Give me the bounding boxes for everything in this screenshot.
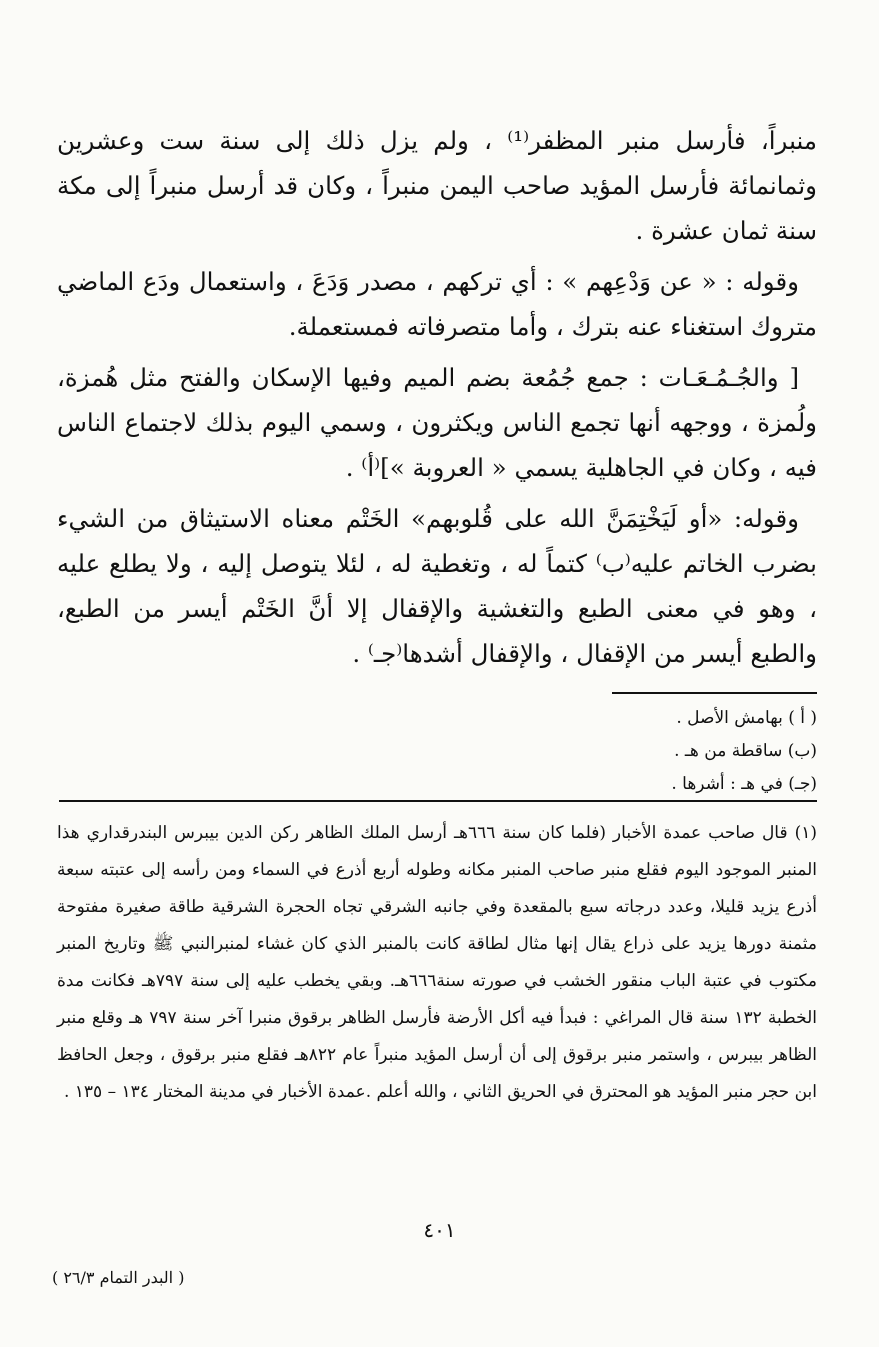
footnotes bbox=[57, 815, 817, 1111]
variants-divider bbox=[612, 692, 817, 694]
main-paragraph: وقوله: «أو لَيَخْتِمَنَّ الله على قُلوبهم» الخَتْم معناه الاستيثاق من الشيء بضرب الخاتم عليه⁽ب⁾ كتماً له ، وتغطية له ، لئلا يتوصل إليه ، ولا يطلع عليه ، وهو في معنى الطبع والتغشية والإقفال إلا أنَّ الخَتْم أيسر من الطبع، والطبع أيسر من الإقفال ، والإقفال أشدها⁽جـ⁾ . bbox=[57, 504, 817, 668]
variant-note: ( أ ) بهامش الأصل . bbox=[676, 708, 817, 728]
main-paragraph: [ والجُـمُـعَـات : جمع جُمُعة بضم الميم وفيها الإسكان والفتح مثل هُمزة، ولُمزة ، ووجهه أنها تجمع الناس ويكثرون ، وسمي اليوم بذلك لاجتماع الناس فيه ، وكان في الجاهلية يسمي « العروبة »]⁽أ⁾ . bbox=[57, 363, 817, 482]
main-paragraph: وقوله : « عن وَدْعِهم » : أي تركهم ، مصدر وَدَعَ ، واستعمال ودَع الماضي متروك استغناء عنه بترك ، وأما متصرفاته فمستعملة. bbox=[57, 267, 817, 341]
page-number: ٤٠١ bbox=[423, 1218, 456, 1242]
footnote: (١) قال صاحب عمدة الأخبار (فلما كان سنة ٦٦٦هـ أرسل الملك الظاهر ركن الدين بيبرس البندرقداري هذا المنبر الموجود اليوم فقلع منبر صاحب المنبر مكانه وطوله أربع أذرع في السماء ومن رأسه إلى عتبته سبعة أذرع يزيد قليلا، وعدد درجاته سبع بالمقعدة وفي جانبه الشرقي تجاه الحجرة الشرقية طاقة صغيرة مفتوحة مثمنة دورها يزيد على ذراع يقال إنها مثال لطاقة كانت بالمنبر الذي كان غشاء لمنبرالنبي ﷺ وتاريخ المنبر مكتوب في عتبة الباب منقور الخشب في صورته سنة٦٦٦هـ. وبقي يخطب عليه إلى سنة ٧٩٧هـ فكانت مدة الخطبة ١٣٢ سنة قال المراغي : فبدأ فيه أكل الأرضة فأرسل الظاهر برقوق منبرا آخر سنة ٧٩٧ هـ وقلع منبر الظاهر بيبرس ، واستمر منبر برقوق إلى أن أرسل المؤيد منبراً عام ٨٢٢هـ فقلع منبر برقوق ، وجعل الحافظ ابن حجر منبر المؤيد هو المحترق في الحريق الثاني ، والله أعلم .عمدة الأخبار في مدينة المختار ١٣٤ – ١٣٥ . bbox=[57, 823, 818, 1102]
variant-note: (ب) ساقطة من هـ . bbox=[674, 741, 817, 761]
variant-note: (جـ) في هـ : أشرها . bbox=[671, 774, 817, 794]
variant-notes bbox=[57, 702, 817, 801]
signature-mark: ( البدر التمام ٢٦/٣ ) bbox=[52, 1268, 185, 1287]
main-paragraph: منبراً، فأرسل منبر المظفر⁽¹⁾ ، ولم يزل ذلك إلى سنة ست وعشرين وثمانمائة فأرسل المؤيد صاحب اليمن منبراً ، وكان قد أرسل منبراً إلى مكة سنة ثمان عشرة . bbox=[57, 126, 817, 245]
main-text bbox=[57, 118, 817, 682]
footnotes-divider bbox=[59, 800, 817, 802]
